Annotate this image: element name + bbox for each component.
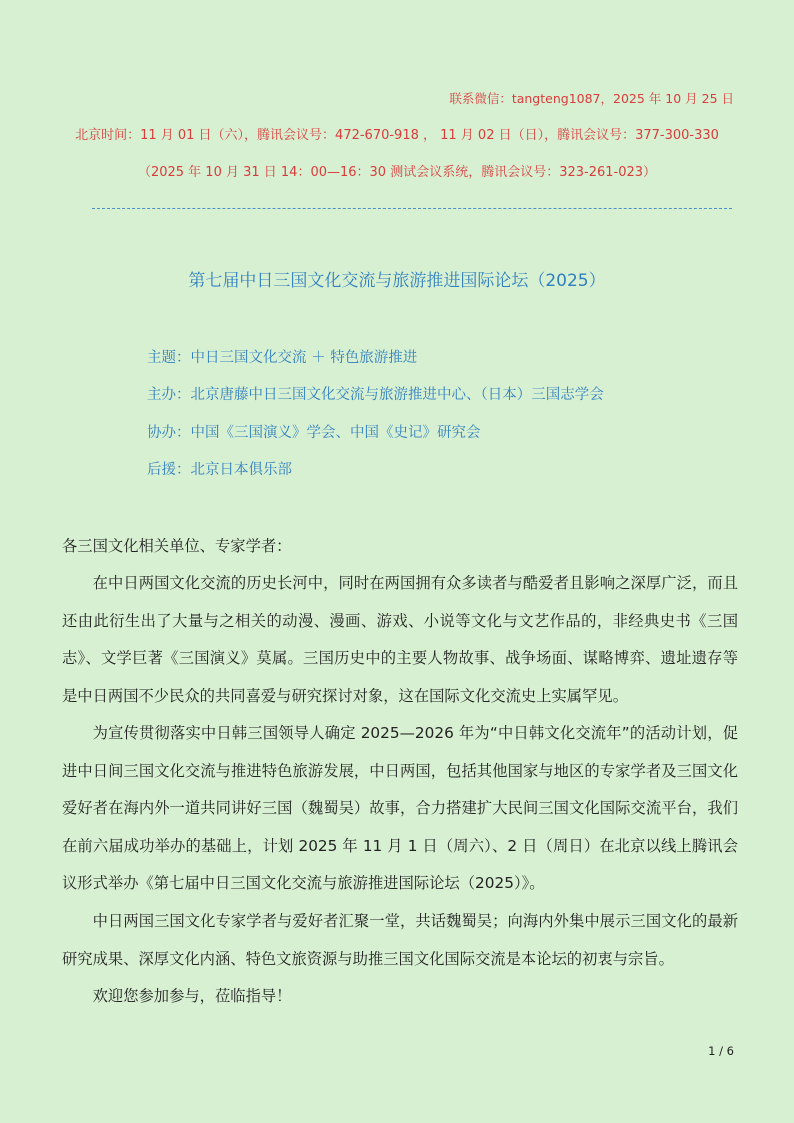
paragraph-text: 中日两国三国文化专家学者与爱好者汇聚一堂，共话魏蜀吴；向海内外集中展示三国文化的最新研究成果、深厚文化内涵、特色文旅资源与助推三国文化国际交流是本论坛的初衷与宗旨。 — [62, 912, 738, 968]
info-theme: 主题：中日三国文化交流 ＋ 特色旅游推进 — [147, 350, 418, 366]
body-paragraph-2 — [62, 715, 738, 903]
body-paragraph-4 — [62, 978, 738, 1016]
schedule-line-1: 北京时间：11 月 01 日（六），腾讯会议号：472-670-918 ， 11 月 02 日（日），腾讯会议号：377-300-330 — [75, 128, 719, 143]
info-co-organizer: 协办：中国《三国演义》学会、中国《史记》研究会 — [147, 425, 481, 441]
info-host: 主办：北京唐藤中日三国文化交流与旅游推进中心、（日本）三国志学会 — [147, 387, 604, 403]
page-number: 1 / 6 — [708, 1044, 734, 1058]
paragraph-text: 在中日两国文化交流的历史长河中，同时在两国拥有众多读者与酷爱者且影响之深厚广泛，而且还由此衍生出了大量与之相关的动漫、漫画、游戏、小说等文化与文艺作品的，非经典史书《三国志》、文学巨著《三国演义》莫属。三国历史中的主要人物故事、战争场面、谋略博弈、遗址遗存等是中日两国不少民众的共同喜爱与研究探讨对象，这在国际文化交流史上实属罕见。 — [62, 574, 738, 705]
forum-title: 第七届中日三国文化交流与旅游推进国际论坛（2025） — [188, 271, 606, 291]
info-support: 后援：北京日本俱乐部 — [147, 462, 292, 478]
dashed-divider — [92, 208, 732, 209]
salutation: 各三国文化相关单位、专家学者： — [62, 537, 292, 555]
contact-line: 联系微信：tangteng1087，2025 年 10 月 25 日 — [449, 91, 734, 106]
body-paragraph-3 — [62, 903, 738, 978]
paragraph-text: 为宣传贯彻落实中日韩三国领导人确定 2025—2026 年为“中日韩文化交流年”的活动计划，促进中日间三国文化交流与推进特色旅游发展，中日两国，包括其他国家与地区的专家学者及三国文化爱好者在海内外一道共同讲好三国（魏蜀吴）故事，合力搭建扩大民间三国文化国际交流平台，我们在前六届成功举办的基础上，计划 2025 年 11 月 1 日（周六）、2 日（周日）在北京以线上腾讯会议形式举办《第七届中日三国文化交流与旅游推进国际论坛（2025）》。 — [62, 724, 738, 892]
paragraph-text: 欢迎您参加参与，莅临指导！ — [92, 987, 292, 1005]
schedule-line-2: （2025 年 10 月 31 日 14：00—16：30 测试会议系统，腾讯会议号：323-261-023） — [137, 165, 657, 180]
body-paragraph-1 — [62, 565, 738, 715]
